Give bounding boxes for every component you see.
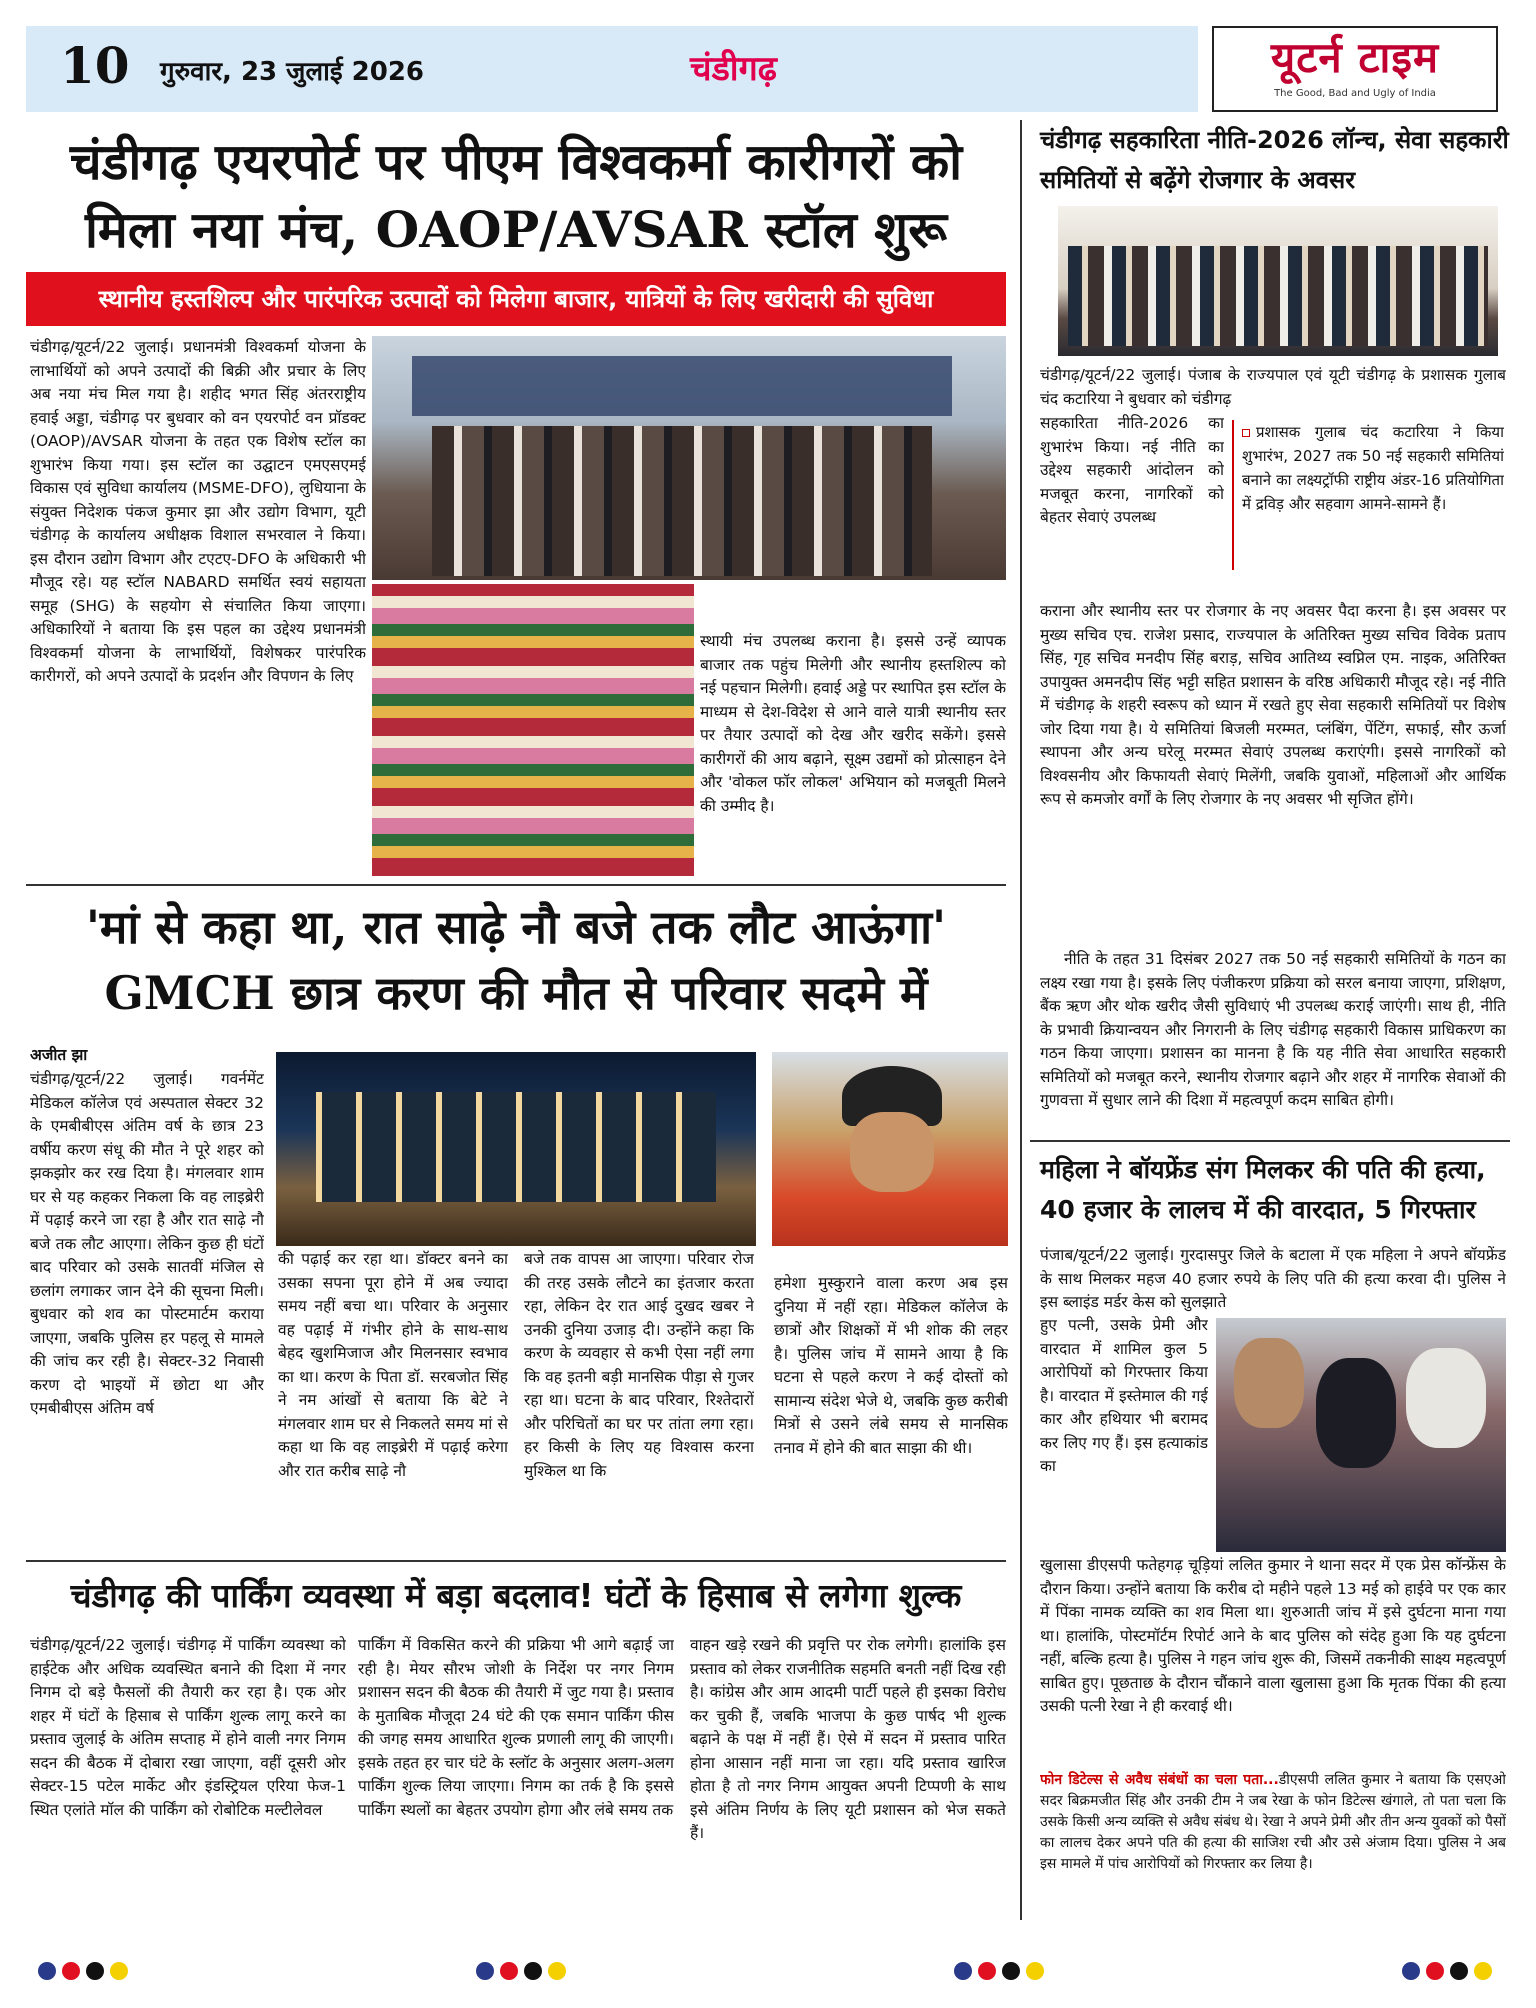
page-number: 10 [60, 36, 130, 95]
footer-registration-marks-2 [476, 1962, 572, 1984]
logo-text: यूटर्न टाइम [1270, 33, 1440, 82]
story5-note-title: फोन डिटेल्स से अवैध संबंधों का चला पता... [1040, 1772, 1279, 1788]
story4-body2: नीति के तहत 31 दिसंबर 2027 तक 50 नई सहकारी समितियों के गठन का लक्ष्य रखा गया है। इसके लिए पंजीकरण प्रक्रिया को सरल बनाया जाएगा, प्रशिक्षण, बैंक ऋण और थोक खरीद जैसी सुविधाएं भी उपलब्ध कराई जाएंगी। साथ ही, नीति के प्रभावी क्रियान्वयन और निगरानी के लिए चंडीगढ़ सहकारी विकास प्राधिकरण का गठन किया जाएगा। प्रशासन का मानना है कि यह नीति सेवा आधारित सहकारी समितियों को मजबूत करने, स्थानीय रोजगार बढ़ाने और शहर में नागरिक सेवाओं की गुणवत्ता में सुधार लाने की दिशा में महत्वपूर्ण कदम साबित होगी। [1040, 950, 1506, 1109]
story2-photo-hospital [276, 1052, 756, 1246]
newspaper-logo [1212, 26, 1498, 112]
story3-column1: चंडीगढ़/यूटर्न/22 जुलाई। चंडीगढ़ में पार्किंग व्यवस्था को हाईटेक और अधिक व्यवस्थित बनाने की दिशा में नगर निगम दो बड़े फैसलों की तैयारी कर रहा है। एक ओर शहर में घंटों के हिसाब से पार्किंग शुल्क लागू करने का प्रस्ताव जुलाई के अंतिम सप्ताह में होने वाली नगर निगम सदन की बैठक में दोबारा रखा जाएगा, वहीं दूसरी ओर सेक्टर-15 पटेल मार्केट और इंडस्ट्रियल एरिया फेज-1 स्थित एलांते मॉल की पार्किंग को रोबोटिक मल्टीलेवल [30, 1636, 346, 1819]
story1-photo-handicrafts [372, 584, 694, 876]
city-name: चंडीगढ़ [690, 49, 777, 89]
story5-body: खुलासा डीएसपी फतेहगढ़ चूड़ियां ललित कुमार ने थाना सदर में एक प्रेस कॉन्फ्रेंस के दौरान किया। उन्होंने बताया कि करीब दो महीने पहले 13 मई को हाईवे पर एक कार में पिंका नामक व्यक्ति का शव मिला था। शुरुआती जांच में इसे दुर्घटना माना गया था। हालांकि, पोस्टमॉर्टम रिपोर्ट आने के बाद पुलिस को संदेह हुआ कि यह दुर्घटना नहीं, बल्कि हत्या है। पुलिस ने गहन जांच शुरू की, जिसमें तकनीकी साक्ष्य महत्वपूर्ण साबित हुए। पूछताछ के दौरान चौंकाने वाला खुलासा हुआ कि मृतक पिंका की हत्या उसकी पत्नी रेखा ने ही करवाई थी। [1040, 1556, 1506, 1715]
footer-registration-marks-1 [38, 1962, 134, 1984]
story4-narrow-text: सहकारिता नीति-2026 का शुभारंभ किया। नई नीति का उद्देश्य सहकारी आंदोलन को मजबूत करना, नागरिकों को बेहतर सेवाएं उपलब्ध [1040, 414, 1224, 526]
footer-registration-marks-3 [954, 1962, 1050, 1984]
story3-column3: वाहन खड़े रखने की प्रवृत्ति पर रोक लगेगी। हालांकि इस प्रस्ताव को लेकर राजनीतिक सहमति बनती नहीं दिख रही है। कांग्रेस और आम आदमी पार्टी पहले ही इसका विरोध कर चुकी हैं, जबकि भाजपा के कुछ पार्षद भी शुल्क बढ़ाने के पक्ष में नहीं हैं। ऐसे में सदन में प्रस्ताव पारित होना आसान नहीं माना जा रहा। यदि प्रस्ताव खारिज होता है तो नगर निगम आयुक्त अपनी टिप्पणी के साथ इसे अंतिम निर्णय के लिए यूटी प्रशासन को भेज सकते हैं। [690, 1636, 1006, 1842]
story4-pull-quote [1232, 420, 1504, 570]
story1-column2: स्थायी मंच उपलब्ध कराना है। इससे उन्हें व्यापक बाजार तक पहुंच मिलेगी और स्थानीय हस्तशिल्प को नई पहचान मिलेगी। हवाई अड्डे पर स्थापित इस स्टॉल के माध्यम से देश-विदेश से आने वाले यात्री स्थानीय स्तर पर तैयार उत्पादों को देख और खरीद सकेंगे। इससे कारीगरों की आय बढ़ाने, सूक्ष्म उद्यमों को प्रोत्साहन देने और 'वोकल फॉर लोकल' अभियान को मजबूती मिलने की उम्मीद है। [700, 632, 1006, 815]
story4-pull-quote-text: प्रशासक गुलाब चंद कटारिया ने किया शुभारंभ, 2027 तक 50 नई सहकारी समितियां बनाने का लक्ष्यट्रॉफी राष्ट्रीय अंडर-16 प्रतियोगिता में द्रविड़ और सहवाग आमने-सामने हैं। [1242, 423, 1504, 513]
footer-registration-marks-4 [1402, 1962, 1498, 1984]
story3-column2: पार्किंग में विकसित करने की प्रक्रिया भी आगे बढ़ाई जा रही है। मेयर सौरभ जोशी के निर्देश पर नगर निगम प्रशासन सदन की बैठक की तैयारी में जुट गया है। प्रस्ताव के मुताबिक मौजूदा 24 घंटे की एक समान पार्किंग फीस की जगह समय आधारित शुल्क प्रणाली लागू की जाएगी। इसके तहत हर चार घंटे के स्लॉट के अनुसार अलग-अलग पार्किंग शुल्क लिया जाएगा। निगम का तर्क है कि इससे पार्किंग स्थलों का बेहतर उपयोग होगा और लंबे समय तक [358, 1636, 674, 1819]
story2-column3: बजे तक वापस आ जाएगा। परिवार रोज की तरह उसके लौटने का इंतजार करता रहा, लेकिन देर रात आई दुखद खबर ने उनकी दुनिया उजाड़ दी। उन्होंने कहा कि करण के व्यवहार से कभी ऐसा नहीं लगा कि वह इतनी बड़ी मानसिक पीड़ा से गुजर रहा था। घटना के बाद परिवार, रिश्तेदारों और परिचितों का घर पर तांता लगा रहा। हर किसी के लिए यह विश्वास करना मुश्किल था कि [524, 1250, 754, 1480]
story2-byline: अजीत झा [30, 1046, 88, 1064]
story4-photo-launch [1058, 206, 1498, 356]
story2-headline-line2: GMCH छात्र करण की मौत से परिवार सदमे में [104, 966, 928, 1020]
story2-headline-line1: 'मां से कहा था, रात साढ़े नौ बजे तक लौट आऊंगा' [85, 900, 947, 954]
story5-headline: महिला ने बॉयफ्रेंड संग मिलकर की पति की हत्या, 40 हजार के लालच में की वारदात, 5 गिरफ्तार [1040, 1155, 1486, 1224]
story1-photo-group [372, 336, 1006, 580]
story2-column1: चंडीगढ़/यूटर्न/22 जुलाई। गवर्नमेंट मेडिकल कॉलेज एवं अस्पताल सेक्टर 32 के एमबीबीएस अंतिम वर्ष के छात्र 23 वर्षीय करण संधू की मौत ने पूरे शहर को झकझोर कर रख दिया है। मंगलवार शाम घर से यह कहकर निकला कि वह लाइब्रेरी में पढ़ाई करने जा रहा है और रात साढ़े नौ बजे तक लौट आएगा। लेकिन कुछ ही घंटों बाद परिवार को उसके सातवीं मंजिल से छलांग लगाकर जान देने की सूचना मिली। बुधवार को शव का पोस्टमार्टम कराया जाएगा, जबकि पुलिस हर पहलू से मामले की जांच कर रही है। सेक्टर-32 निवासी करण दो भाइयों में छोटा था और एमबीबीएस अंतिम वर्ष [30, 1070, 264, 1417]
story5-note-text: डीएसपी ललित कुमार ने बताया कि एसएओ सदर बिक्रमजीत सिंह और उनकी टीम ने जब रेखा के फोन डिटेल्स खंगाले, तो पता चला कि उसके किसी अन्य व्यक्ति से अवैध संबंध थे। रेखा ने अपने प्रेमी और तीन अन्य युवकों को पैसों का लालच देकर अपने पति की हत्या की साजिश रची और उसे अंजाम दिया। पुलिस ने अब इस मामले में पांच आरोपियों को गिरफ्तार कर लिया है। [1040, 1772, 1506, 1872]
pointer-icon [1242, 429, 1250, 437]
story1-subhead: स्थानीय हस्तशिल्प और पारंपरिक उत्पादों को मिलेगा बाजार, यात्रियों के लिए खरीदारी की सुविधा [26, 272, 1006, 326]
story4-intro: चंडीगढ़/यूटर्न/22 जुलाई। पंजाब के राज्यपाल एवं यूटी चंडीगढ़ के प्रशासक गुलाब चंद कटारिया ने बुधवार को चंडीगढ़ [1040, 366, 1506, 408]
story2-column4: हमेशा मुस्कुराने वाला करण अब इस दुनिया में नहीं रहा। मेडिकल कॉलेज के छात्रों और शिक्षकों में भी शोक की लहर है। पुलिस जांच में सामने आया है कि घटना से पहले करण ने कई दोस्तों को सामान्य संदेश भेजे थे, जबकि कुछ करीबी मित्रों से उसने लंबे समय से मानसिक तनाव में होने की बात साझा की थी। [774, 1274, 1008, 1457]
story3-headline: चंडीगढ़ की पार्किंग व्यवस्था में बड़ा बदलाव! घंटों के हिसाब से लगेगा शुल्क [70, 1576, 962, 1615]
story5-narrow-text: हुए पत्नी, उसके प्रेमी और वारदात में शामिल कुल 5 आरोपियों को गिरफ्तार किया है। वारदात में इस्तेमाल की गई कार और हथियार भी बरामद कर लिए गए हैं। इस हत्याकांड का [1040, 1316, 1208, 1475]
story1-headline-line2: मिला नया मंच, OAOP/AVSAR स्टॉल शुरू [84, 200, 947, 259]
story2-photo-karan [772, 1052, 1008, 1246]
story5-intro: पंजाब/यूटर्न/22 जुलाई। गुरदासपुर जिले के बटाला में एक महिला ने अपने बॉयफ्रेंड के साथ मिलकर महज 40 हजार रुपये के लिए पति की हत्या करवा दी। पुलिस ने इस ब्लाइंड मर्डर केस को सुलझाते [1040, 1246, 1506, 1311]
story1-headline-line1: चंडीगढ़ एयरपोर्ट पर पीएम विश्वकर्मा कारीगरों को [69, 132, 963, 191]
story5-sidebar-note [1040, 1770, 1506, 1918]
story2-column2: की पढ़ाई कर रहा था। डॉक्टर बनने का उसका सपना पूरा होने में अब ज्यादा समय नहीं बचा था। परिवार के अनुसार वह पढ़ाई में गंभीर होने के साथ-साथ बेहद खुशमिजाज और मिलनसार स्वभाव का था। करण के पिता डॉ. सरबजोत सिंह ने नम आंखों से बताया कि बेटे ने मंगलवार शाम घर से निकलते समय मां से कहा था कि वह लाइब्रेरी में पढ़ाई करेगा और रात करीब साढ़े नौ [278, 1250, 508, 1480]
story4-body: कराना और स्थानीय स्तर पर रोजगार के नए अवसर पैदा करना है। इस अवसर पर मुख्य सचिव एच. राजेश प्रसाद, राज्यपाल के अतिरिक्त मुख्य सचिव विवेक प्रताप सिंह, गृह सचिव मनदीप सिंह बराड़, सचिव आतिथ्य स्वप्निल एम. नाइक, अतिरिक्त उपायुक्त अमनदीप सिंह भट्टी सहित प्रशासन के वरिष्ठ अधिकारी मौजूद रहे। नई नीति में चंडीगढ़ के शहरी स्वरूप को ध्यान में रखते हुए सेवा सहकारी समितियों पर विशेष जोर दिया गया है। ये समितियां बिजली मरम्मत, प्लंबिंग, पेंटिंग, सफाई, सौर ऊर्जा स्थापना और अन्य घरेलू मरम्मत सेवाएं उपलब्ध कराएंगी। इससे नागरिकों को विश्वसनीय और किफायती सेवाएं मिलेंगी, जबकि युवाओं, महिलाओं और आर्थिक रूप से कमजोर वर्गों के लिए रोजगार के नए अवसर भी सृजित होंगे। [1040, 602, 1506, 808]
dateline: गुरुवार, 23 जुलाई 2026 [160, 57, 425, 87]
story5-photo-accused [1216, 1318, 1506, 1552]
story4-headline: चंडीगढ़ सहकारिता नीति-2026 लॉन्च, सेवा सहकारी समितियों से बढ़ेंगे रोजगार के अवसर [1040, 126, 1509, 194]
logo-tagline: The Good, Bad and Ugly of India [1274, 88, 1436, 99]
story1-column1: चंडीगढ़/यूटर्न/22 जुलाई। प्रधानमंत्री विश्वकर्मा योजना के लाभार्थियों को अपने उत्पादों की बिक्री और प्रचार के लिए अब नया मंच मिल गया है। शहीद भगत सिंह अंतरराष्ट्रीय हवाई अड्डा, चंडीगढ़ पर बुधवार को वन एयरपोर्ट वन प्रॉडक्ट (OAOP)/AVSAR योजना के तहत एक विशेष स्टॉल का शुभारंभ किया गया। इस स्टॉल का उद्घाटन एमएसएमई विकास एवं सुविधा कार्यालय (MSME-DFO), लुधियाना के संयुक्त निदेशक पंकज कुमार झा और उद्योग विभाग, यूटी चंडीगढ़ के कार्यालय अधीक्षक विशाल सभरवाल ने किया। इस दौरान उद्योग विभाग और टएटए-DFO के अधिकारी भी मौजूद रहे। यह स्टॉल NABARD समर्थित स्वयं सहायता समूह (SHG) के सहयोग से संचालित किया जाएगा। अधिकारियों ने बताया कि इस पहल का उद्देश्य प्रधानमंत्री विश्वकर्मा योजना के लाभार्थियों, विशेषकर पारंपरिक कारीगरों, को अपने उत्पादों के प्रदर्शन और विपणन के लिए [30, 338, 366, 685]
